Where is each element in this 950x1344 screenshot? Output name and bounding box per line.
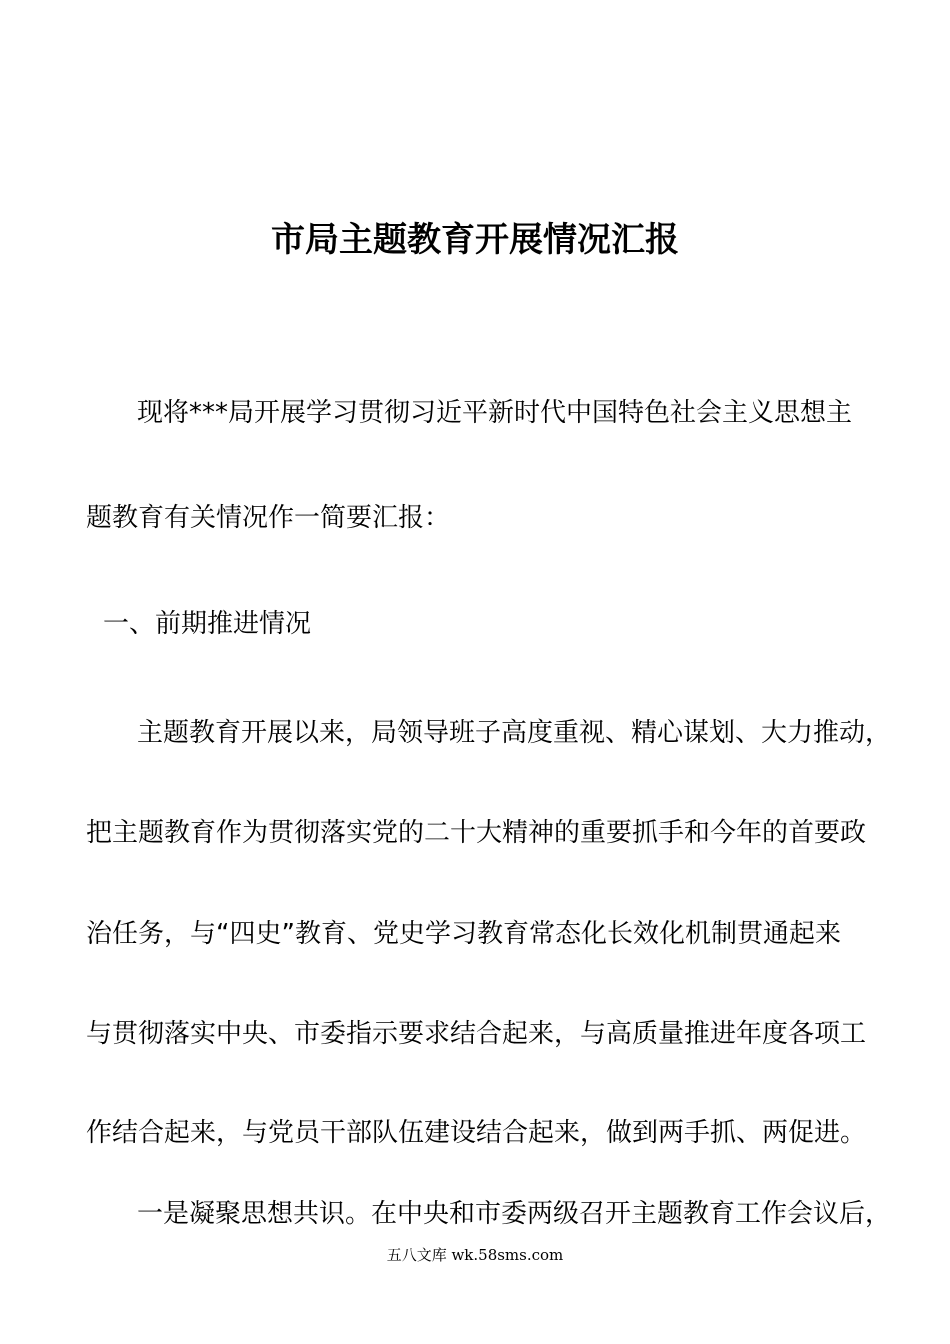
- paragraph-line: 一是凝聚思想共识。在中央和市委两级召开主题教育工作会议后，: [137, 1199, 892, 1229]
- paragraph-line: 把主题教育作为贯彻落实党的二十大精神的重要抓手和今年的首要政: [86, 818, 867, 848]
- paragraph-line: 主题教育开展以来，局领导班子高度重视、精心谋划、大力推动，: [137, 718, 892, 748]
- document-title: 市局主题教育开展情况汇报: [271, 220, 679, 260]
- paragraph-line: 与贯彻落实中央、市委指示要求结合起来，与高质量推进年度各项工: [86, 1019, 867, 1049]
- paragraph-line: 治任务，与“四史”教育、党史学习教育常态化长效化机制贯通起来: [86, 919, 841, 949]
- paragraph-line: 现将***局开展学习贯彻习近平新时代中国特色社会主义思想主: [137, 398, 853, 428]
- section-heading: 一、前期推进情况: [103, 609, 312, 639]
- paragraph-line: 题教育有关情况作一简要汇报：: [86, 503, 451, 533]
- paragraph-line: 作结合起来，与党员干部队伍建设结合起来，做到两手抓、两促进。: [86, 1118, 867, 1148]
- footer-watermark: 五八文库 wk.58sms.com: [386, 1246, 564, 1264]
